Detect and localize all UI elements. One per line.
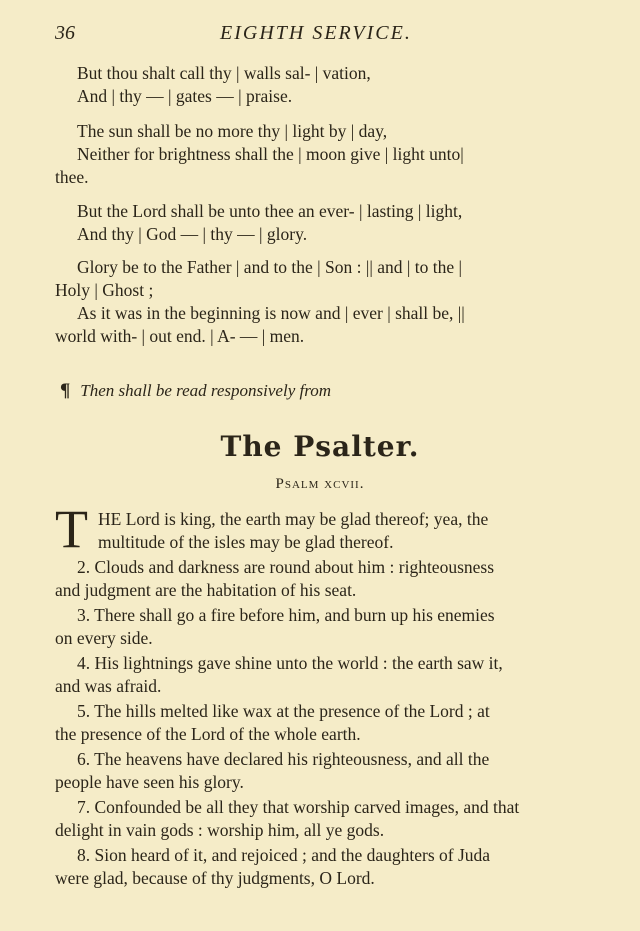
psalm-verse-4 (55, 652, 595, 698)
verse-line: 5. The hills melted like wax at the presence of the Lord ; at (77, 701, 490, 721)
canticle-line: thee. (55, 167, 89, 187)
verse-line: and was afraid. (55, 676, 162, 696)
verse-line: delight in vain gods : worship him, all ye gods. (55, 820, 385, 840)
psalm-verse-2 (55, 556, 595, 602)
verse-line: multitude of the isles may be glad thereof. (98, 532, 394, 552)
canticle-line: And | thy — | gates — | praise. (77, 86, 293, 106)
running-head: EIGHTH SERVICE. (220, 22, 412, 44)
verse-line: 4. His lightnings gave shine unto the world : the earth saw it, (77, 653, 503, 673)
psalm-number: Psalm xcvii. (275, 476, 365, 492)
canticle-verse-3 (55, 200, 595, 246)
verse-line: 2. Clouds and darkness are round about him : righteousness (77, 557, 495, 577)
canticle-line: Holy | Ghost ; (55, 280, 154, 300)
canticle-line: But thou shalt call thy | walls sal- | vation, (77, 63, 371, 83)
drop-cap: T (55, 499, 88, 559)
rubric (60, 380, 331, 402)
gloria-patri (55, 256, 595, 348)
verse-line: HE Lord is king, the earth may be glad thereof; yea, the (98, 509, 489, 529)
verse-line: 7. Confounded be all they that worship carved images, and that (77, 797, 520, 817)
psalm-verse-7 (55, 796, 595, 842)
psalm-verse-5 (55, 700, 595, 746)
rubric-text: Then shall be read responsively from (80, 381, 331, 400)
verse-line: and judgment are the habitation of his seat. (55, 580, 357, 600)
psalm-verse-6 (55, 748, 595, 794)
verse-line: people have seen his glory. (55, 772, 244, 792)
canticle-line: And thy | God — | thy — | glory. (77, 224, 308, 244)
psalm-verse-1 (98, 508, 595, 554)
verse-line: on every side. (55, 628, 153, 648)
canticle-line: Neither for brightness shall the | moon give | light unto| (77, 144, 464, 164)
pilcrow-icon: ¶ (60, 380, 71, 401)
page-header (55, 22, 595, 48)
canticle-line: Glory be to the Father | and to the | Son : || and | to the | (77, 257, 463, 277)
psalm-verse-8 (55, 844, 595, 890)
psalm-verse-3 (55, 604, 595, 650)
canticle-line: But the Lord shall be unto thee an ever- | lasting | light, (77, 201, 463, 221)
verse-line: were glad, because of thy judgments, O Lord. (55, 868, 375, 888)
verse-line: 3. There shall go a fire before him, and burn up his enemies (77, 605, 495, 625)
canticle-line: world with- | out end. | A- — | men. (55, 326, 305, 346)
verse-line: 6. The heavens have declared his righteousness, and all the (77, 749, 490, 769)
page-number: 36 (55, 22, 75, 44)
canticle-verse-1 (55, 62, 595, 108)
canticle-verse-2 (55, 120, 595, 189)
canticle-line: The sun shall be no more thy | light by | day, (77, 121, 388, 141)
verse-line: the presence of the Lord of the whole earth. (55, 724, 361, 744)
canticle-line: As it was in the beginning is now and | ever | shall be, || (77, 303, 465, 323)
verse-line: 8. Sion heard of it, and rejoiced ; and the daughters of Juda (77, 845, 491, 865)
psalter-title: The Psalter. (220, 430, 420, 463)
